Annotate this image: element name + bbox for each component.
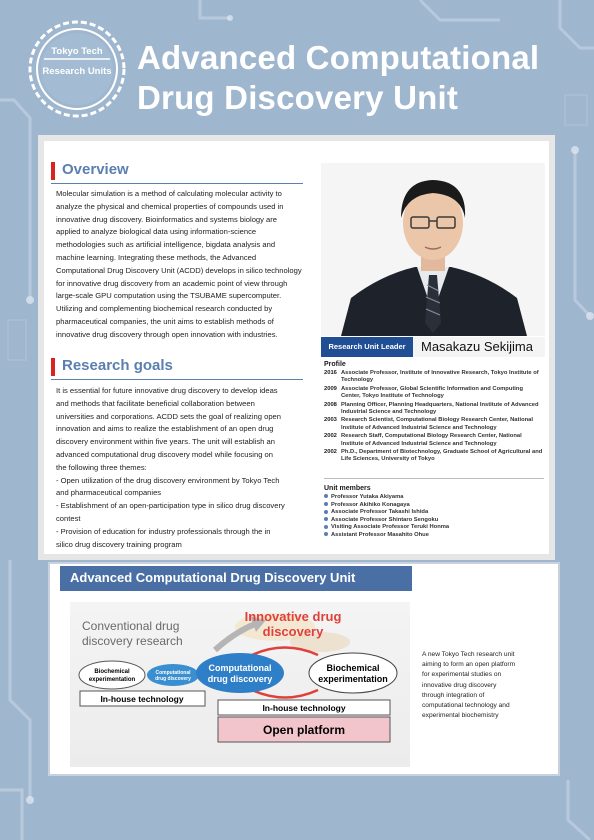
- bullet-icon: [324, 517, 328, 521]
- unit-description-line: through integration of: [422, 691, 485, 699]
- unit-description-line: aiming to form an open platform: [422, 661, 516, 669]
- biochem-small-line-2: experimentation: [88, 677, 136, 683]
- profile-heading: Profile: [324, 361, 346, 368]
- open-platform-label: Open platform: [262, 723, 346, 737]
- comp-big-oval: [196, 653, 284, 693]
- profile-entry: [324, 433, 544, 448]
- profile-year: 2009: [324, 385, 337, 392]
- inhouse-big-label: In-house technology: [262, 703, 346, 713]
- logo-text-research-units: Research Units: [42, 66, 112, 77]
- overview-line: applied to analyze biological data using information-science: [56, 227, 257, 237]
- member-name: Visiting Associate Professor Teruki Honma: [331, 524, 450, 531]
- research-goals-line: silico drug discovery training program: [56, 539, 182, 549]
- research-goals-line: the following three themes:: [56, 462, 147, 472]
- profile-divider: [324, 478, 544, 479]
- profile-text: Research Scientist, Computational Biology Research Center, National Institute of Advanced Industrial Science and Technology: [341, 417, 533, 431]
- profile-year: 2002: [324, 449, 337, 456]
- biochem-big-oval: [309, 653, 397, 693]
- member-name: Associate Professor Shintaro Sengoku: [331, 516, 439, 523]
- overview-line: innovative drug discovery through open innovation with industries.: [56, 329, 278, 339]
- member-item: [324, 532, 544, 540]
- unit-overview-title: Advanced Computational Drug Discovery Unit: [70, 570, 356, 585]
- bullet-icon: [324, 502, 328, 506]
- overview-text: [56, 188, 308, 342]
- page-title-line-2: Drug Discovery Unit: [137, 79, 459, 116]
- platform-diagram: [70, 602, 410, 767]
- main-panel: [38, 135, 555, 560]
- biochem-big-line-2: experimentation: [318, 674, 388, 684]
- member-name: Professor Yutaka Akiyama: [331, 494, 404, 500]
- profile-text: Planning Officer, Planning Headquarters, National Institute of Advanced Industrial Science and Technology: [341, 401, 539, 416]
- member-item: [324, 524, 544, 532]
- overview-line: pharmaceutical companies, the unit aims to establish methods of: [56, 316, 274, 326]
- research-goals-line: and pharmaceutical companies: [56, 488, 162, 498]
- overview-heading: [51, 162, 311, 180]
- leader-photo: [321, 163, 545, 336]
- overview-line: innovative drug discovery. Bioinformatics and systems biology are: [56, 214, 278, 224]
- bullet-icon: [324, 525, 328, 529]
- platform-diagram-graphic: [70, 602, 410, 767]
- research-goals-line: and methods that facilitate beneficial collaboration between: [56, 398, 255, 408]
- overview-line: for innovative drug discovery from an academic point of view through: [56, 278, 288, 288]
- profile-entry: [324, 386, 544, 401]
- research-goals-heading: [51, 358, 311, 376]
- unit-description-line: A new Tokyo Tech research unit: [422, 651, 515, 658]
- profile-entry: [324, 449, 544, 464]
- unit-description-line: innovative drug discovery: [422, 681, 497, 689]
- inhouse-small-label: In-house technology: [100, 694, 184, 704]
- overview-line: Molecular simulation is a method of calculating molecular activity to: [56, 189, 282, 198]
- research-goals-line: - Establishment of an open-participation type in silico drug discovery: [56, 501, 285, 511]
- research-goals-line: contest: [56, 513, 81, 523]
- research-goals-line: - Open utilization of the drug discovery environment by Tokyo Tech: [56, 475, 280, 485]
- member-item: [324, 517, 544, 525]
- leader-label-bar: [321, 337, 545, 357]
- member-item: [324, 502, 544, 510]
- member-name: Assistant Professor Masahito Ohue: [331, 531, 429, 538]
- overview-heading-rule: [51, 183, 303, 184]
- unit-description-line: computational technology and: [422, 702, 510, 710]
- page-title: [137, 38, 539, 118]
- comp-small-line-1: Computational: [155, 670, 191, 676]
- unit-description-line: for experimental studies on: [422, 671, 502, 679]
- innovative-label-line-2: discovery: [262, 624, 324, 639]
- unit-members-heading: Unit members: [324, 485, 371, 492]
- research-goals-line: - Provision of education for industry professionals through the in: [56, 526, 271, 536]
- unit-description-line: experimental biochemistry: [422, 712, 499, 720]
- profile-year: 2002: [324, 433, 337, 440]
- profile-year: 2003: [324, 417, 337, 424]
- biochem-small-line-1: Biochemical: [94, 669, 130, 675]
- overview-line: analyze the physical and chemical properties of compounds used in: [56, 201, 284, 211]
- bullet-icon: [324, 510, 328, 514]
- profile-text: Associate Professor, Institute of Innovative Research, Tokyo Institute of Technology: [341, 370, 539, 384]
- overview-line: Utilizing and complementing biochemical research conducted by: [56, 304, 273, 314]
- profile-year: 2016: [324, 370, 337, 376]
- profile-entry: [324, 417, 544, 432]
- unit-members-section: [324, 485, 544, 540]
- unit-description: [422, 650, 554, 721]
- overview-line: methodologies such as artificial intelligence, bigdata analysis and: [56, 240, 276, 250]
- research-goals-line: advanced computational drug discovery model while focusing on: [56, 449, 273, 459]
- conventional-label-line-1: Conventional drug: [82, 619, 180, 633]
- innovative-label-line-1: Innovative drug: [244, 609, 342, 624]
- profile-entry: [324, 402, 544, 417]
- profile-text: Ph.D., Department of Biotechnology, Graduate School of Agricultural and Life Sciences, University of Tokyo: [341, 449, 543, 463]
- research-goals-line: It is essential for future innovative drug discovery to develop ideas: [56, 386, 278, 395]
- overview-line: Computational Drug Discovery Unit (ACDD) develops in silico technology: [56, 265, 302, 275]
- member-item: [324, 509, 544, 517]
- biochem-small-oval: [79, 661, 145, 689]
- unit-overview-panel: [48, 562, 560, 776]
- profile-entry: [324, 370, 544, 385]
- leader-role-label: Research Unit Leader: [321, 337, 413, 357]
- profile-text: Research Staff, Computational Biology Research Center, National Institute of Advanced Industrial Science and Technology: [341, 433, 522, 447]
- research-goals-line: innovation and aims to realize the establishment of an open drug: [56, 424, 274, 434]
- member-name: Associate Professor Takashi Ishida: [331, 509, 429, 516]
- portrait-image: [321, 163, 545, 336]
- page-title-line-1: Advanced Computational: [137, 39, 540, 76]
- comp-big-line-2: drug discovery: [207, 674, 273, 684]
- research-goals-line: discovery environment within five years. The unit will establish an: [56, 437, 275, 447]
- comp-big-line-1: Computational: [208, 663, 272, 673]
- research-goals-heading-bar: [51, 358, 55, 376]
- comp-small-line-2: drug discovery: [155, 676, 191, 682]
- bullet-icon: [324, 494, 328, 498]
- research-goals-heading-rule: [51, 379, 303, 380]
- profile-year: 2008: [324, 401, 337, 408]
- unit-overview-title-tab: [60, 566, 412, 591]
- member-name: Professor Akihiko Konagaya: [331, 501, 410, 508]
- biochem-big-line-1: Biochemical: [326, 663, 380, 673]
- overview-heading-label: Overview: [62, 161, 129, 178]
- conventional-label-line-2: discovery research: [82, 634, 183, 648]
- logo-text-tokyo-tech: Tokyo Tech: [51, 46, 103, 57]
- overview-heading-bar: [51, 162, 55, 180]
- tokyo-tech-logo: [26, 18, 128, 120]
- overview-line: large-scale GPU computation using the TSUBAME supercomputer.: [56, 291, 282, 301]
- research-goals-text: [56, 385, 308, 551]
- member-item: [324, 494, 544, 502]
- leader-name: Masakazu Sekijima: [421, 339, 533, 354]
- profile-text: Associate Professor, Global Scientific Information and Computing Center, Tokyo Institute of Technology: [341, 385, 523, 400]
- profile-section: [324, 361, 544, 465]
- overview-line: machine learning. Integrating these methods, the Advanced: [56, 252, 257, 262]
- bullet-icon: [324, 532, 328, 536]
- research-goals-heading-label: Research goals: [62, 357, 173, 374]
- research-goals-line: universities and corporations. ACDD sets the goal of realizing open: [56, 411, 281, 421]
